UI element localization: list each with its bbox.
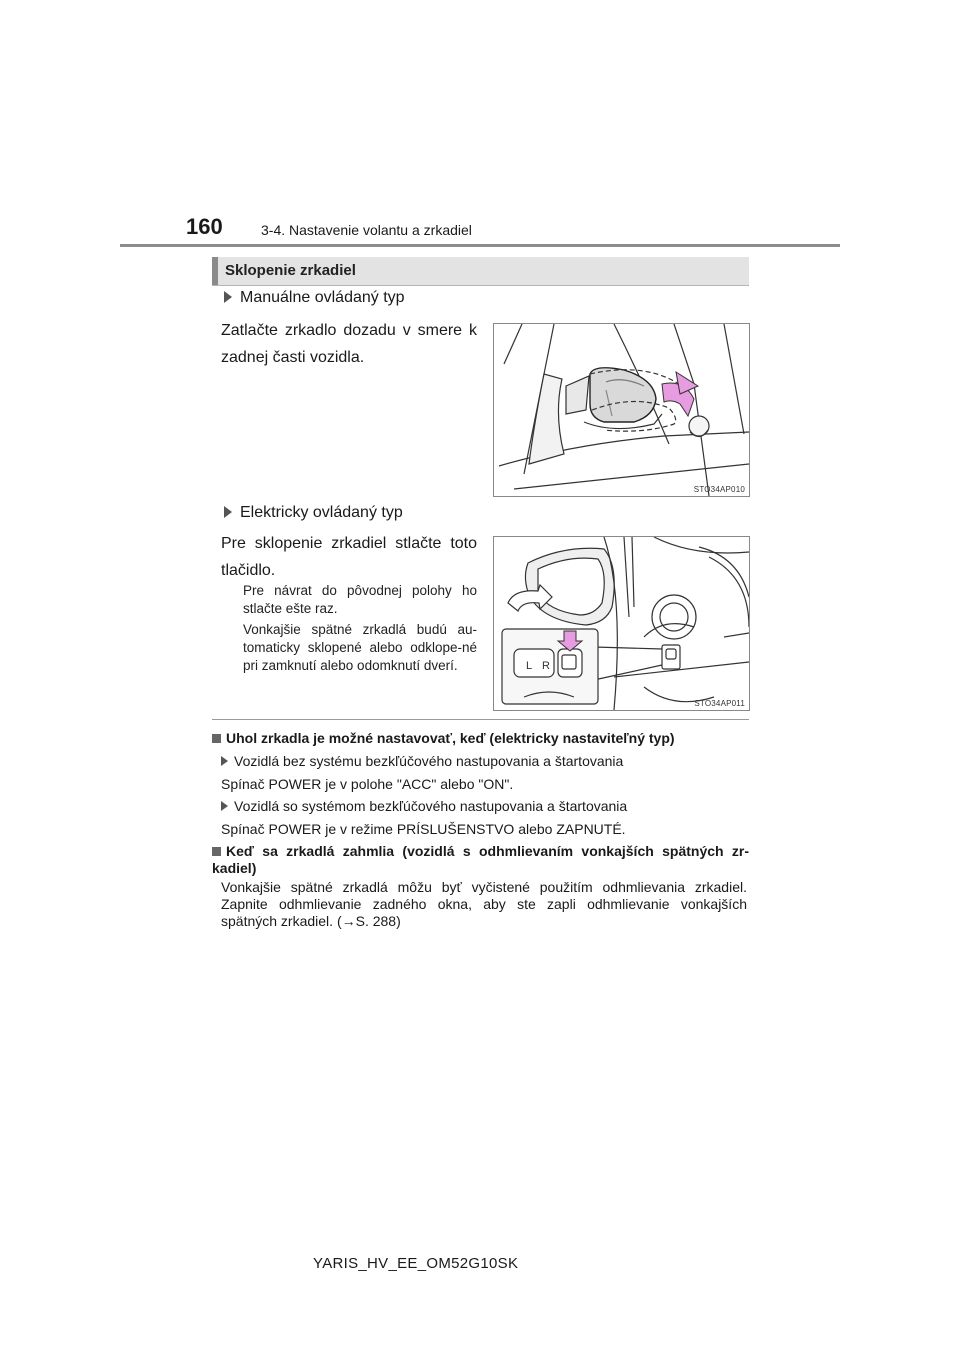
electric-type-heading <box>224 504 403 522</box>
notes-divider <box>212 719 749 720</box>
mirror-fold-illustration <box>494 324 749 496</box>
note-item-label: Vozidlá so systémom bezkľúčového nastupovania a štartovania <box>221 797 741 815</box>
page-number: 160 <box>186 214 223 239</box>
triangle-bullet-icon <box>224 291 232 303</box>
manual-instruction: Zatlačte zrkadlo dozadu v smere k zadnej časti vozidla. <box>221 322 477 366</box>
section-title: Sklopenie zrkadiel <box>225 262 356 279</box>
note-item-text: Spínač POWER je v režime PRÍSLUŠENSTVO alebo ZAPNUTÉ. <box>221 821 626 837</box>
square-bullet-icon <box>212 847 221 856</box>
electric-mirror-figure <box>493 536 750 711</box>
mirror-switch-illustration <box>494 537 749 710</box>
electric-note-return: Pre návrat do pôvodnej polohy ho stlačte ešte raz. <box>243 583 477 616</box>
figure-code: STO34AP010 <box>693 485 745 494</box>
note-heading-defog: Keď sa zrkadlá zahmlia (vozidlá s odhmlievaním vonkajších spätných zr-kadiel) <box>212 843 749 876</box>
header-divider <box>120 244 840 247</box>
note-heading-mirror-angle: Uhol zrkadla je možné nastavovať, keď (elektricky nastaviteľný typ) <box>212 730 749 747</box>
electric-note-auto-fold: Vonkajšie spätné zrkadlá budú au-tomaticky sklopené alebo odklope-né pri zamknutí alebo odomknutí dverí. <box>243 622 477 673</box>
triangle-bullet-icon <box>224 506 232 518</box>
note-item-label: Vozidlá bez systému bezkľúčového nastupovania a štartovania <box>221 752 741 770</box>
chapter-title: 3-4. Nastavenie volantu a zrkadiel <box>261 222 472 238</box>
switch-left-label: L <box>526 660 533 672</box>
square-bullet-icon <box>212 734 221 743</box>
figure-code: STO34AP011 <box>694 699 745 708</box>
note-defog-text: Vonkajšie spätné zrkadlá môžu byť vyčistené použitím odhmlievania zrkadiel. Zapnite odhmlievanie zadného okna, aby ste zapli odhmlievanie vonkajších spätných zrkadiel. (→S. 288) <box>221 879 747 929</box>
section-header <box>212 257 749 286</box>
footer-code: YARIS_HV_EE_OM52G10SK <box>313 1255 519 1272</box>
section-marker <box>212 257 218 285</box>
triangle-bullet-icon <box>221 801 228 811</box>
electric-type-label: Elektricky ovládaný typ <box>240 504 403 521</box>
note-item-text: Spínač POWER je v polohe "ACC" alebo "ON". <box>221 776 514 792</box>
manual-type-label: Manuálne ovládaný typ <box>240 289 405 306</box>
electric-instruction: Pre sklopenie zrkadiel stlačte toto tlačidlo. <box>221 535 477 579</box>
manual-type-heading <box>224 289 405 307</box>
switch-right-label: R <box>542 660 550 672</box>
triangle-bullet-icon <box>221 756 228 766</box>
manual-mirror-figure <box>493 323 750 497</box>
